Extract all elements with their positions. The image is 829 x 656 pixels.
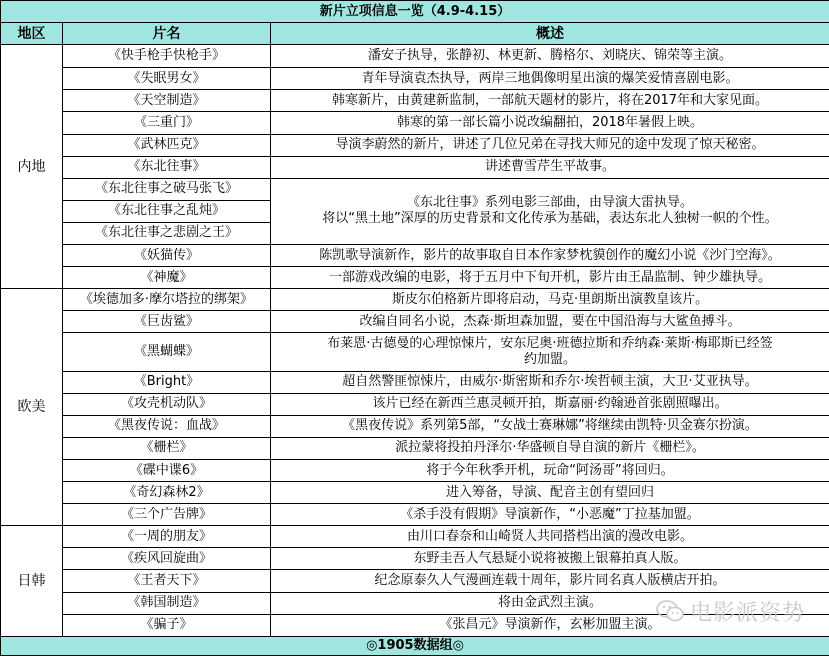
film-desc: 导演李蔚然的新片，讲述了几位兄弟在寻找大师兄的途中发现了惊天秘密。 bbox=[271, 134, 829, 156]
film-desc: 东野圭吾人气悬疑小说将被搬上银幕拍真人版。 bbox=[271, 548, 829, 570]
film-title: 《疾风回旋曲》 bbox=[63, 548, 271, 570]
film-title: 《王者天下》 bbox=[63, 570, 271, 592]
film-title: 《东北往事之破马张飞》 bbox=[63, 178, 271, 200]
film-desc: 改编自同名小说，杰森·斯坦森加盟，要在中国沿海与大鲨鱼搏斗。 bbox=[271, 311, 829, 333]
film-title: 《失眠男女》 bbox=[63, 68, 271, 90]
film-desc: 斯皮尔伯格新片即将启动，马克·里朗斯出演教皇该片。 bbox=[271, 289, 829, 311]
region-jpkr: 日韩 bbox=[1, 526, 63, 636]
dongbei-desc-line-2: 将以“黑土地”深厚的历史背景和文化传承为基础，表达东北人独树一帜的个性。 bbox=[322, 211, 778, 227]
film-title: 《东北往事之悲剧之王》 bbox=[63, 222, 271, 244]
film-title: 《韩国制造》 bbox=[63, 592, 271, 614]
film-title: 《骗子》 bbox=[63, 614, 271, 636]
film-desc: 纪念原泰久人气漫画连载十周年，影片同名真人版横店开拍。 bbox=[271, 570, 829, 592]
film-title: 《Bright》 bbox=[63, 371, 271, 393]
film-desc: 派拉蒙将投拍丹泽尔·华盛顿自导自演的新片《栅栏》。 bbox=[271, 437, 829, 459]
film-desc: 青年导演袁杰执导，两岸三地偶像明星出演的爆笑爱情喜剧电影。 bbox=[271, 68, 829, 90]
film-title: 《黑蝴蝶》 bbox=[63, 333, 271, 371]
header-desc: 概述 bbox=[271, 23, 829, 45]
film-title: 《埃德加多·摩尔塔拉的绑架》 bbox=[63, 289, 271, 311]
film-title: 《武林匹克》 bbox=[63, 134, 271, 156]
film-title: 《天空制造》 bbox=[63, 90, 271, 112]
film-desc: 《张昌元》导演新作，玄彬加盟主演。 bbox=[271, 614, 829, 636]
film-desc: 潘安子执导，张静初、林更新、腾格尔、刘晓庆、锦荣等主演。 bbox=[271, 45, 829, 68]
film-title: 《三个广告牌》 bbox=[63, 504, 271, 526]
film-desc: 将由金武烈主演。 bbox=[271, 592, 829, 614]
film-desc: 韩寒的第一部长篇小说改编翻拍，2018年暑假上映。 bbox=[271, 112, 829, 134]
film-desc: 《黑夜传说》系列第5部，“女战士赛琳娜”将继续由凯特·贝金赛尔扮演。 bbox=[271, 415, 829, 437]
region-west: 欧美 bbox=[1, 289, 63, 526]
film-title: 《东北往事之乱炖》 bbox=[63, 200, 271, 222]
header-region: 地区 bbox=[1, 23, 63, 45]
dongbei-desc-line-1: 《东北往事》系列电影三部曲，由导演大雷执导。 bbox=[407, 195, 694, 211]
film-desc: 超自然警匪惊悚片，由威尔·斯密斯和乔尔·埃哲顿主演，大卫·艾亚执导。 bbox=[271, 371, 829, 393]
film-title: 《神魔》 bbox=[63, 267, 271, 289]
film-desc: 陈凯歌导演新作，影片的故事取自日本作家梦枕貘创作的魔幻小说《沙门空海》。 bbox=[271, 245, 829, 267]
film-title: 《一周的朋友》 bbox=[63, 526, 271, 548]
film-title: 《栅栏》 bbox=[63, 437, 271, 459]
film-desc: 讲述曹雪芹生平故事。 bbox=[271, 156, 829, 178]
film-desc: 韩寒新片，由黄建新监制，一部航天题材的影片，将在2017年和大家见面。 bbox=[271, 90, 829, 112]
table-title: 新片立项信息一览（4.9-4.15） bbox=[1, 1, 829, 23]
film-desc bbox=[271, 333, 829, 371]
film-title: 《妖猫传》 bbox=[63, 245, 271, 267]
film-desc-line-2: 约加盟。 bbox=[524, 351, 577, 367]
film-desc: 进入筹备，导演、配音主创有望回归 bbox=[271, 482, 829, 504]
watermark-text: 电影派资势 bbox=[689, 600, 805, 626]
film-desc: 由川口春奈和山崎贤人共同搭档出演的漫改电影。 bbox=[271, 526, 829, 548]
film-desc-line-1: 布莱恩·古德曼的心理惊悚片，安东尼奥·班德拉斯和乔纳森·莱斯·梅耶斯已经签 bbox=[327, 335, 773, 351]
dongbei-series-desc bbox=[271, 178, 829, 244]
region-mainland: 内地 bbox=[1, 45, 63, 289]
film-desc: 一部游戏改编的电影，将于五月中下旬开机，影片由王晶监制、钟少雄执导。 bbox=[271, 267, 829, 289]
film-title: 《黑夜传说：血战》 bbox=[63, 415, 271, 437]
table-footer: ◎1905数据组◎ bbox=[1, 636, 829, 655]
film-title: 《奇幻森林2》 bbox=[63, 482, 271, 504]
film-title: 《碟中谍6》 bbox=[63, 459, 271, 481]
film-title: 《攻壳机动队》 bbox=[63, 393, 271, 415]
header-film: 片名 bbox=[63, 23, 271, 45]
film-desc: 《杀手没有假期》导演新作，“小恶魔”丁拉基加盟。 bbox=[271, 504, 829, 526]
film-title: 《三重门》 bbox=[63, 112, 271, 134]
film-title: 《东北往事》 bbox=[63, 156, 271, 178]
film-title: 《快手枪手快枪手》 bbox=[63, 45, 271, 68]
film-desc: 将于今年秋季开机，玩命“阿汤哥”将回归。 bbox=[271, 459, 829, 481]
film-title: 《巨齿鲨》 bbox=[63, 311, 271, 333]
film-desc: 该片已经在新西兰惠灵顿开拍，斯嘉丽·约翰逊首张剧照曝出。 bbox=[271, 393, 829, 415]
